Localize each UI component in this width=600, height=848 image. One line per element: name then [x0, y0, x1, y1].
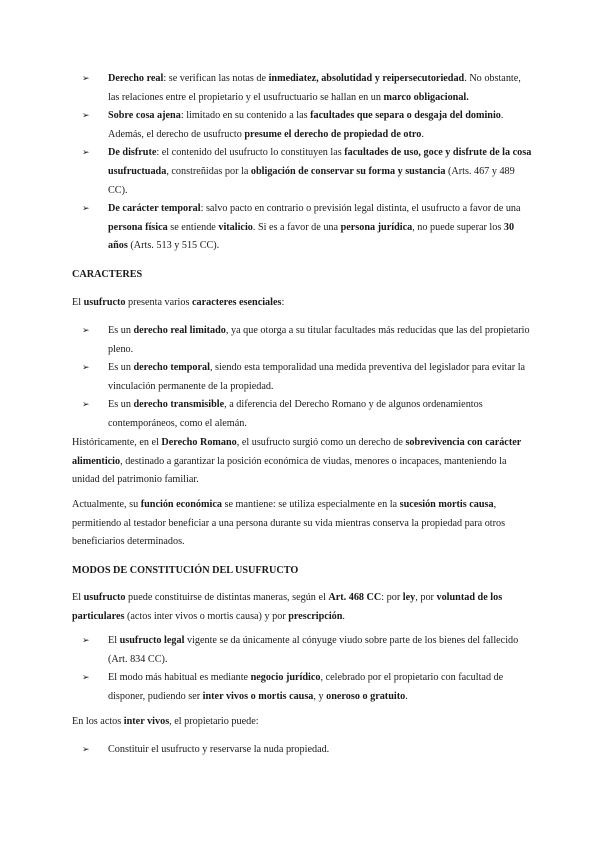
bold-text: marco obligacional.: [383, 91, 469, 103]
bullet-list-inter-vivos: [72, 741, 532, 760]
bold-text: De carácter temporal: [108, 203, 201, 215]
bold-text: presume el derecho de propiedad de otro: [244, 128, 422, 140]
bold-text: inter vivos o mortis causa: [202, 690, 314, 702]
bold-text: Sobre cosa ajena: [108, 110, 181, 122]
text-run: .: [405, 690, 408, 702]
arrow-bullet-icon: ➢: [82, 745, 90, 755]
text-run: El: [108, 635, 120, 646]
bold-text: voluntad de los particulares: [72, 592, 503, 622]
bold-text: vitalicio: [218, 221, 253, 233]
list-item: [72, 396, 532, 433]
arrow-bullet-icon: ➢: [82, 148, 90, 159]
paragraph-caracteres-intro: [72, 294, 532, 313]
text-run: Históricamente, en el: [72, 437, 162, 448]
text-run: . Si es a favor de una: [252, 221, 341, 233]
text-run: , constreñidas por la: [166, 165, 251, 177]
text-run: : el contenido del usufructo lo constituyen las: [156, 147, 345, 159]
text-run: Es un: [108, 399, 134, 411]
text-run: . Además, el derecho de usufructo: [108, 110, 504, 140]
bold-text: 30 años: [108, 221, 515, 252]
bold-text: derecho temporal: [133, 362, 210, 374]
bold-text: ley: [402, 592, 416, 603]
heading-modos: MODOS DE CONSTITUCIÓN DEL USUFRUCTO: [72, 565, 299, 576]
text-run: : por: [381, 592, 403, 603]
text-run: :: [281, 297, 285, 308]
text-run: : salvo pacto en contrario o previsión legal distinta, el usufructo a favor de una: [200, 203, 521, 215]
paragraph-modos-intro: [72, 589, 532, 626]
text-run: En los actos: [72, 716, 124, 727]
text-run: , permitiendo al testador beneficiar a una persona durante su vida mientras conserva la propiedad para otros beneficiarios determinados.: [72, 499, 506, 548]
bold-text: De disfrute: [108, 147, 157, 159]
list-item: [72, 359, 532, 396]
bold-text: persona jurídica: [340, 221, 413, 233]
arrow-bullet-icon: ➢: [82, 363, 90, 374]
text-run: : limitado en su contenido a las: [180, 110, 311, 122]
bold-text: usufructo: [83, 297, 126, 308]
text-run: , el propietario puede:: [169, 716, 259, 727]
bold-text: Derecho Romano: [161, 437, 237, 448]
paragraph-historico: [72, 434, 532, 490]
arrow-bullet-icon: ➢: [82, 636, 90, 646]
list-item: [72, 741, 532, 760]
text-run: El modo más habitual es mediante: [108, 672, 251, 684]
arrow-bullet-icon: ➢: [82, 400, 90, 411]
heading-caracteres: CARACTERES: [72, 269, 143, 280]
text-run: El: [72, 297, 84, 308]
text-run: , por: [415, 592, 437, 603]
bold-text: derecho real limitado: [133, 325, 226, 336]
text-run: , a diferencia del Derecho Romano y de algunos ordenamientos contemporáneos, como el alemán.: [108, 399, 483, 429]
bold-text: Derecho real: [108, 73, 164, 84]
bold-text: negocio jurídico: [250, 672, 321, 684]
bullet-list-characteristics: [72, 70, 532, 256]
bold-text: facultades de uso, goce y disfrute de la cosa usufructuada: [108, 147, 532, 177]
list-item: [72, 107, 532, 144]
text-run: , no puede superar los: [412, 221, 504, 233]
bold-text: derecho transmisible: [133, 399, 225, 411]
bullet-list-modos: [72, 632, 532, 706]
bold-text: persona física: [108, 221, 168, 233]
bold-text: inter vivos: [123, 716, 170, 727]
bold-text: facultades que separa o desgaja del dominio: [310, 110, 501, 122]
list-item: [72, 632, 532, 669]
text-run: vigente se da únicamente al cónyuge viudo sobre parte de los bienes del fallecido (Art. 834 CC).: [108, 635, 519, 665]
text-run: , el usufructo surgió como un derecho de: [236, 437, 406, 448]
text-run: : se verifican las notas de: [163, 73, 269, 84]
text-run: Constituir el usufructo y reservarse la nuda propiedad.: [108, 744, 330, 755]
arrow-bullet-icon: ➢: [82, 326, 90, 336]
text-run: puede constituirse de distintas maneras, según el: [125, 592, 329, 603]
arrow-bullet-icon: ➢: [82, 111, 90, 122]
text-run: . No obstante, las relaciones entre el propietario y el usufructuario se hallan en un: [108, 73, 521, 103]
text-run: (Arts. 467 y 489 CC).: [108, 165, 515, 196]
text-run: , y: [313, 690, 327, 702]
text-run: (actos inter vivos o mortis causa) y por: [124, 610, 289, 622]
text-run: , siendo esta temporalidad una medida preventiva del legislador para evitar la vinculación permanente de la propiedad.: [108, 362, 526, 392]
text-run: , ya que otorga a su titular facultades más reducidas que las del propietario pleno.: [108, 325, 530, 355]
list-item: [72, 669, 532, 706]
paragraph-inter-vivos-intro: [72, 713, 532, 732]
list-item: [72, 144, 532, 200]
text-run: .: [342, 610, 345, 622]
bold-text: sucesión mortis causa: [399, 499, 494, 510]
text-run: .: [421, 128, 424, 140]
list-item: [72, 322, 532, 359]
bullet-list-caracteres: [72, 322, 532, 434]
arrow-bullet-icon: ➢: [82, 673, 90, 684]
text-run: se entiende: [167, 221, 219, 233]
text-run: , destinado a garantizar la posición económica de viudas, menores o incapaces, manteniendo la unidad del patrimonio familiar.: [72, 455, 507, 486]
text-run: Es un: [108, 325, 134, 336]
arrow-bullet-icon: ➢: [82, 204, 90, 215]
text-run: (Arts. 513 y 515 CC).: [127, 240, 220, 252]
text-run: El: [72, 592, 84, 603]
list-item: [72, 70, 532, 107]
bold-text: oneroso o gratuito: [326, 690, 406, 702]
bold-text: obligación de conservar su forma y sustancia: [250, 165, 446, 177]
text-run: Actualmente, su: [72, 499, 141, 510]
arrow-bullet-icon: ➢: [82, 74, 90, 84]
bold-text: Art. 468 CC: [328, 592, 382, 603]
bold-text: sobrevivencia con carácter alimenticio: [72, 437, 522, 467]
text-run: Es un: [108, 362, 134, 374]
bold-text: prescripción: [288, 610, 343, 622]
text-run: , celebrado por el propietario con facultad de disponer, pudiendo ser: [108, 672, 504, 702]
bold-text: inmediatez, absolutidad y reipersecutoriedad: [268, 73, 465, 84]
list-item: [72, 200, 532, 256]
paragraph-actual: [72, 496, 532, 552]
bold-text: usufructo: [83, 592, 126, 603]
bold-text: usufructo legal: [119, 635, 185, 646]
bold-text: función económica: [140, 499, 222, 510]
bold-text: caracteres esenciales: [191, 297, 282, 308]
text-run: presenta varios: [125, 297, 192, 308]
text-run: se mantiene: se utiliza especialmente en la: [221, 499, 400, 510]
